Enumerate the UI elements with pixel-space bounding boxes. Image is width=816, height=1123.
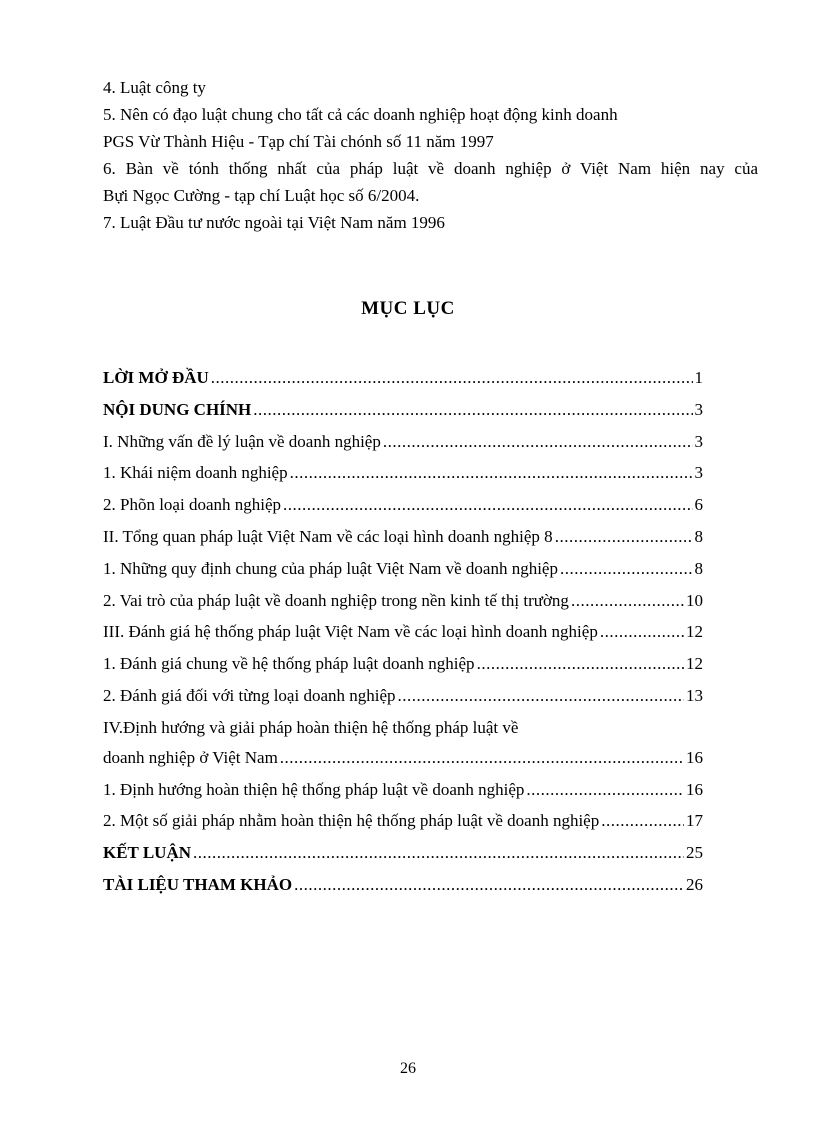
toc-dot-leader (555, 521, 693, 553)
toc-entry-page: 13 (686, 685, 703, 705)
toc-dot-leader (571, 585, 684, 617)
toc-entry-page: 3 (694, 431, 703, 451)
toc-entry[interactable] (103, 489, 703, 521)
toc-dot-leader (283, 489, 692, 521)
toc-dot-leader (601, 805, 684, 837)
page-number: 26 (400, 1060, 416, 1077)
toc-entry-page: 16 (686, 747, 703, 767)
reference-line: Bựi Ngọc Cường - tạp chí Luật học số 6/2004. (103, 186, 420, 205)
toc-dot-leader (477, 648, 684, 680)
table-of-contents (103, 362, 703, 901)
toc-entry-label: KẾT LUẬN (103, 843, 192, 863)
toc-entry[interactable] (103, 585, 703, 617)
reference-line: 4. Luật công ty (103, 78, 206, 97)
toc-dot-leader (383, 426, 693, 458)
toc-dot-leader (253, 394, 692, 426)
toc-entry-page: 17 (686, 811, 703, 831)
toc-entry-label: 2. Vai trò của pháp luật về doanh nghiệp trong nền kinh tế thị trường (103, 590, 569, 610)
toc-entry-label: III. Đánh giá hệ thống pháp luật Việt Nam về các loại hình doanh nghiệp (103, 622, 598, 642)
toc-entry-page: 3 (694, 399, 703, 419)
toc-entry-label: II. Tổng quan pháp luật Việt Nam về các loại hình doanh nghiệp 8 (103, 526, 553, 546)
toc-entry-page: 3 (694, 463, 703, 483)
toc-dot-leader (560, 553, 693, 585)
references-list (103, 74, 758, 236)
toc-entry-label: 2. Đánh giá đối với từng loại doanh nghiệp (103, 685, 396, 705)
toc-dot-leader (193, 837, 684, 869)
toc-entry-page: 10 (686, 590, 703, 610)
toc-entry-page: 8 (694, 526, 703, 546)
toc-entry-label: TÀI LIỆU THAM KHẢO (103, 874, 293, 894)
toc-entry-label: I. Những vấn đề lý luận về doanh nghiệp (103, 431, 381, 451)
toc-entry-page: 6 (694, 495, 703, 515)
toc-entry[interactable] (103, 362, 703, 394)
toc-entry-label: 2. Phõn loại doanh nghiệp (103, 495, 282, 515)
toc-entry-label: doanh nghiệp ở Việt Nam (103, 747, 278, 767)
toc-entry[interactable] (103, 457, 703, 489)
reference-line: 5. Nên có đạo luật chung cho tất cả các doanh nghiệp hoạt động kinh doanh (103, 105, 618, 124)
toc-entry[interactable] (103, 426, 703, 458)
toc-entry-page: 12 (686, 654, 703, 674)
reference-line: 7. Luật Đầu tư nước ngoài tại Việt Nam năm 1996 (103, 213, 445, 232)
toc-dot-leader (280, 742, 684, 774)
toc-entry-page: 12 (686, 622, 703, 642)
toc-dot-leader (211, 362, 693, 394)
reference-line: 6. Bàn về tónh thống nhất của pháp luật về doanh nghiệp ở Việt Nam hiện nay của (103, 159, 758, 178)
toc-entry-page: 26 (686, 874, 703, 894)
toc-entry[interactable] (103, 837, 703, 869)
toc-entry-label: LỜI MỞ ĐẦU (103, 368, 209, 387)
toc-entry-label: 2. Một số giải pháp nhằm hoàn thiện hệ thống pháp luật về doanh nghiệp (103, 811, 600, 831)
toc-dot-leader (526, 774, 684, 806)
toc-dot-leader (398, 680, 684, 712)
toc-entry[interactable] (103, 869, 703, 901)
toc-dot-leader (600, 616, 684, 648)
toc-entry-label: IV.Định hướng và giải pháp hoàn thiện hệ thống pháp luật về (103, 717, 519, 737)
toc-entry[interactable] (103, 553, 703, 585)
toc-entry[interactable] (103, 805, 703, 837)
toc-entry-label: 1. Khái niệm doanh nghiệp (103, 463, 288, 483)
toc-entry-label: 1. Định hướng hoàn thiện hệ thống pháp luật về doanh nghiệp (103, 779, 525, 799)
toc-title: MỤC LỤC (361, 298, 455, 319)
toc-entry-page: 25 (686, 843, 703, 863)
toc-entry-label: 1. Những quy định chung của pháp luật Việt Nam về doanh nghiệp (103, 558, 558, 578)
toc-entry[interactable] (103, 712, 703, 742)
toc-entry-page: 8 (694, 558, 703, 578)
toc-entry-label: 1. Đánh giá chung về hệ thống pháp luật doanh nghiệp (103, 654, 475, 674)
reference-line: PGS Vừ Thành Hiệu - Tạp chí Tài chónh số 11 năm 1997 (103, 132, 494, 151)
toc-dot-leader (294, 869, 684, 901)
toc-entry[interactable] (103, 648, 703, 680)
toc-entry[interactable] (103, 774, 703, 806)
toc-entry-label: NỘI DUNG CHÍNH (103, 399, 252, 419)
toc-entry[interactable] (103, 521, 703, 553)
toc-entry-page: 16 (686, 779, 703, 799)
toc-entry[interactable] (103, 616, 703, 648)
toc-entry[interactable] (103, 742, 703, 774)
toc-entry-page: 1 (694, 368, 703, 387)
toc-entry[interactable] (103, 680, 703, 712)
toc-dot-leader (290, 457, 693, 489)
toc-entry[interactable] (103, 394, 703, 426)
